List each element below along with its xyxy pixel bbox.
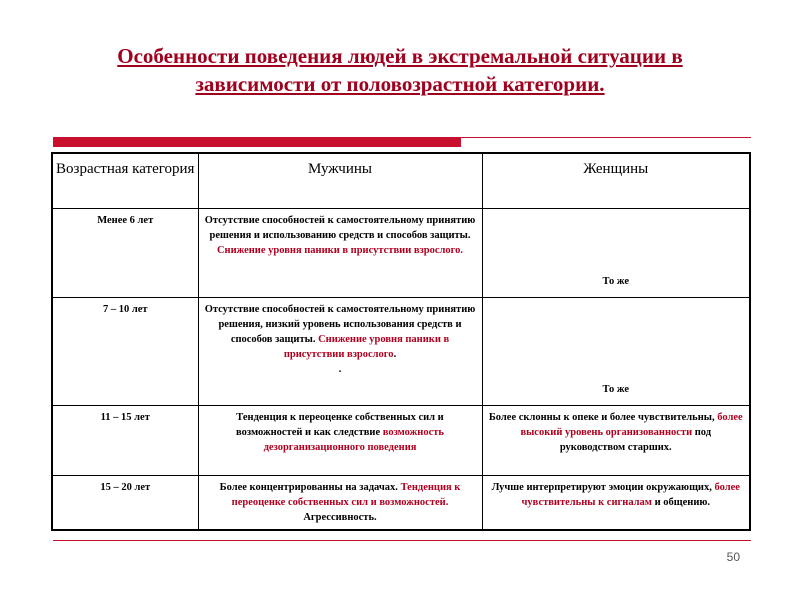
women-highlight: более высокий уровень организованности — [520, 412, 743, 438]
men-text-after: Агрессивность. — [303, 512, 377, 523]
women-highlight: более чувствительны к сигналам — [521, 482, 740, 508]
women-cell: То же — [482, 209, 750, 298]
table-row — [52, 406, 750, 476]
women-text: Более склонны к опеке и более чувствительны, — [488, 412, 715, 423]
decorative-red-bar — [53, 137, 461, 147]
header-men: Мужчины — [198, 153, 482, 209]
header-women: Женщины — [482, 153, 750, 209]
header-age-category: Возрастная категория — [52, 153, 198, 209]
men-cell — [198, 209, 482, 298]
men-text: Более концентрированны на задачах. — [219, 482, 398, 493]
age-behavior-table — [51, 152, 751, 531]
men-cell — [198, 476, 482, 531]
men-text: Тенденция к переоценке собственных сил и возможностей и как следствие — [236, 412, 444, 438]
men-highlight: возможность дезорганизационного поведения — [263, 427, 444, 453]
table-row — [52, 298, 750, 406]
table-row — [52, 209, 750, 298]
men-highlight: Снижение уровня паники в присутствии взрослого — [283, 334, 450, 360]
women-text-after: под руководством старших. — [559, 427, 712, 453]
page-title: Особенности поведения людей в экстремальной ситуации в зависимости от половозрастной категории. — [117, 44, 683, 96]
men-text: Отсутствие способностей к самостоятельному принятию решения, низкий уровень использования средств и способов защиты. — [204, 304, 476, 345]
page-number: 50 — [726, 550, 740, 564]
age-cell: 15 – 20 лет — [52, 476, 198, 531]
women-text-after: и общению. — [654, 497, 711, 508]
age-cell: Менее 6 лет — [52, 209, 198, 298]
age-cell: 7 – 10 лет — [52, 298, 198, 406]
men-highlight: Тенденция к переоценке собственных сил и возможностей. — [231, 482, 461, 508]
men-cell — [198, 406, 482, 476]
women-cell: То же — [482, 298, 750, 406]
men-text-after: . — [393, 349, 397, 360]
men-highlight: Снижение уровня паники в присутствии взрослого. — [216, 245, 464, 256]
decorative-red-line — [461, 137, 751, 138]
age-cell: 11 – 15 лет — [52, 406, 198, 476]
footer-red-line — [53, 540, 751, 541]
men-cell — [198, 298, 482, 406]
table-header-row — [52, 153, 750, 209]
women-cell — [482, 406, 750, 476]
men-text: Отсутствие способностей к самостоятельному принятию решения и использованию средств и способов защиты. — [204, 215, 476, 241]
trailing-dot: . — [338, 364, 342, 375]
women-text: Лучше интерпретируют эмоции окружающих, — [491, 482, 712, 493]
women-cell — [482, 476, 750, 531]
table-row — [52, 476, 750, 531]
